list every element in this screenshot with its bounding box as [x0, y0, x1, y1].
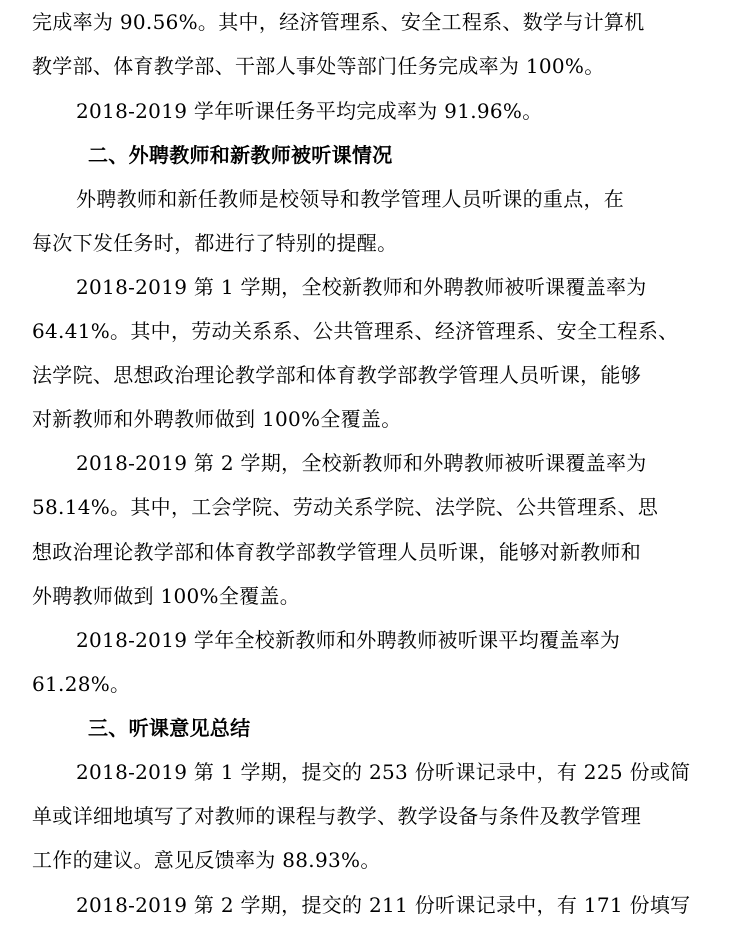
section-heading: 三、听课意见总结 — [88, 716, 251, 740]
section-heading: 二、外聘教师和新教师被听课情况 — [88, 143, 393, 167]
paragraph-line: 对新教师和外聘教师做到 100%全覆盖。 — [32, 407, 402, 431]
paragraph-line: 单或详细地填写了对教师的课程与教学、教学设备与条件及教学管理 — [32, 804, 641, 828]
paragraph-line: 工作的建议。意见反馈率为 88.93%。 — [32, 848, 381, 872]
paragraph-line: 法学院、思想政治理论教学部和体育教学部教学管理人员听课，能够 — [32, 363, 641, 387]
paragraph-line: 2018-2019 第 2 学期，全校新教师和外聘教师被听课覆盖率为 — [76, 451, 647, 475]
paragraph-line: 2018-2019 第 1 学期，全校新教师和外聘教师被听课覆盖率为 — [76, 275, 647, 299]
paragraph-line: 每次下发任务时，都进行了特别的提醒。 — [32, 231, 398, 255]
paragraph-line: 2018-2019 学年全校新教师和外聘教师被听课平均覆盖率为 — [76, 628, 621, 652]
paragraph-line: 2018-2019 第 1 学期，提交的 253 份听课记录中，有 225 份或简 — [76, 760, 691, 784]
paragraph-line: 2018-2019 第 2 学期，提交的 211 份听课记录中，有 171 份填写 — [76, 893, 691, 917]
paragraph-line: 外聘教师做到 100%全覆盖。 — [32, 584, 301, 608]
paragraph-line: 61.28%。 — [32, 672, 131, 696]
paragraph-line: 64.41%。其中，劳动关系系、公共管理系、经济管理系、安全工程系、 — [32, 319, 679, 343]
paragraph-line: 教学部、体育教学部、干部人事处等部门任务完成率为 100%。 — [32, 54, 605, 78]
paragraph-line: 2018-2019 学年听课任务平均完成率为 91.96%。 — [76, 99, 543, 123]
paragraph-line: 外聘教师和新任教师是校领导和教学管理人员听课的重点，在 — [76, 187, 625, 211]
paragraph-line: 想政治理论教学部和体育教学部教学管理人员听课，能够对新教师和 — [32, 540, 641, 564]
paragraph-line: 完成率为 90.56%。其中，经济管理系、安全工程系、数学与计算机 — [32, 10, 645, 34]
paragraph-line: 58.14%。其中，工会学院、劳动关系学院、法学院、公共管理系、思 — [32, 495, 659, 519]
